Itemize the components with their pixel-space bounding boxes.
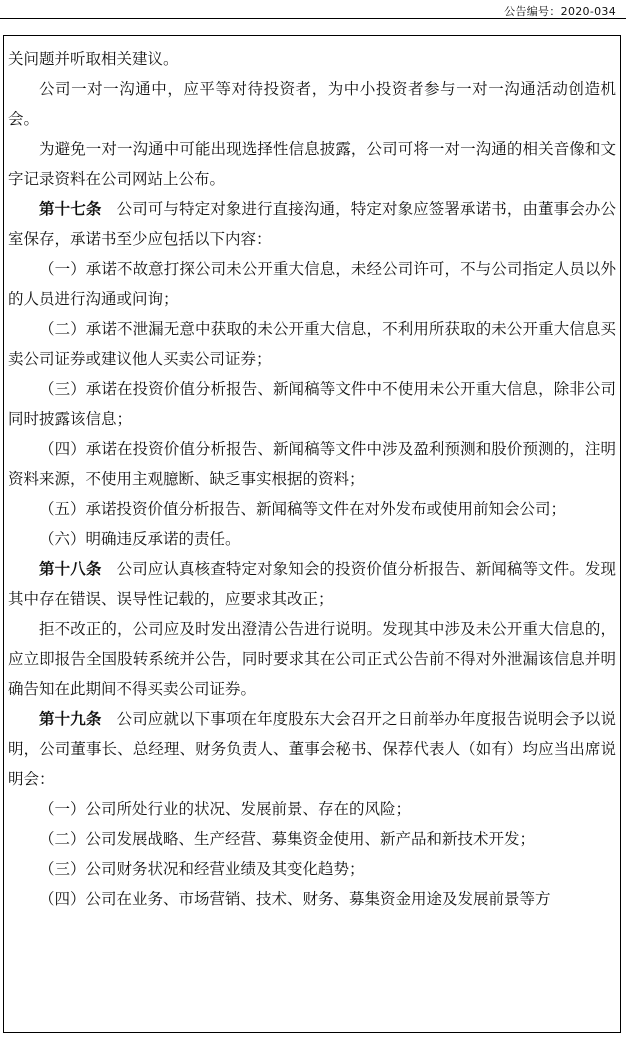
paragraph-disclosure-records: 为避免一对一沟通中可能出现选择性信息披露，公司可将一对一沟通的相关音像和文字记录资料在公司网站上公布。 [8, 140, 616, 188]
article-18-text: 公司应认真核查特定对象知会的投资价值分析报告、新闻稿等文件。发现其中存在错误、误导性记载的，应要求其改正； [8, 560, 616, 608]
article-19-item-2: （二）公司发展战略、生产经营、募集资金使用、新产品和新技术开发； [39, 830, 536, 848]
page-frame [3, 35, 621, 1033]
header-rule [0, 18, 626, 19]
article-19-title: 第十九条 [39, 710, 102, 728]
article-17-item-4: （四）承诺在投资价值分析报告、新闻稿等文件中涉及盈利预测和股价预测的，注明资料来源，不使用主观臆断、缺乏事实根据的资料； [8, 440, 616, 488]
article-17-item-6: （六）明确违反承诺的责任。 [39, 530, 241, 548]
article-17-item-3: （三）承诺在投资价值分析报告、新闻稿等文件中不使用未公开重大信息，除非公司同时披露该信息； [8, 380, 616, 428]
article-18 [8, 554, 616, 614]
article-17-text: 公司可与特定对象进行直接沟通，特定对象应签署承诺书，由董事会办公室保存，承诺书至少应包括以下内容： [8, 200, 616, 248]
article-17-item-5: （五）承诺投资价值分析报告、新闻稿等文件在对外发布或使用前知会公司； [39, 500, 567, 518]
paragraph-continued: 关问题并听取相关建议。 [8, 50, 179, 68]
paragraph-one-on-one-equality: 公司一对一沟通中，应平等对待投资者，为中小投资者参与一对一沟通活动创造机会。 [8, 80, 616, 128]
article-18-title: 第十八条 [39, 560, 102, 578]
article-17-item-1: （一）承诺不故意打探公司未公开重大信息，未经公司许可，不与公司指定人员以外的人员进行沟通或问询； [8, 260, 616, 308]
article-17 [8, 194, 616, 254]
article-19-item-4: （四）公司在业务、市场营销、技术、财务、募集资金用途及发展前景等方 [39, 890, 551, 908]
document-number: 公告编号：2020-034 [504, 5, 616, 18]
article-19-item-1: （一）公司所处行业的状况、发展前景、存在的风险； [39, 800, 412, 818]
article-17-item-2: （二）承诺不泄漏无意中获取的未公开重大信息，不利用所获取的未公开重大信息买卖公司证券或建议他人买卖公司证券； [8, 320, 616, 368]
article-17-title: 第十七条 [39, 200, 102, 218]
article-19-item-3: （三）公司财务状况和经营业绩及其变化趋势； [39, 860, 365, 878]
article-19 [8, 704, 616, 794]
article-19-text: 公司应就以下事项在年度股东大会召开之日前举办年度报告说明会予以说明，公司董事长、总经理、财务负责人、董事会秘书、保荐代表人（如有）均应当出席说明会： [8, 710, 616, 788]
document-body [8, 44, 616, 914]
paragraph-refusal-correction: 拒不改正的，公司应及时发出澄清公告进行说明。发现其中涉及未公开重大信息的，应立即报告全国股转系统并公告，同时要求其在公司正式公告前不得对外泄漏该信息并明确告知在此期间不得买卖公司证券。 [8, 620, 616, 698]
